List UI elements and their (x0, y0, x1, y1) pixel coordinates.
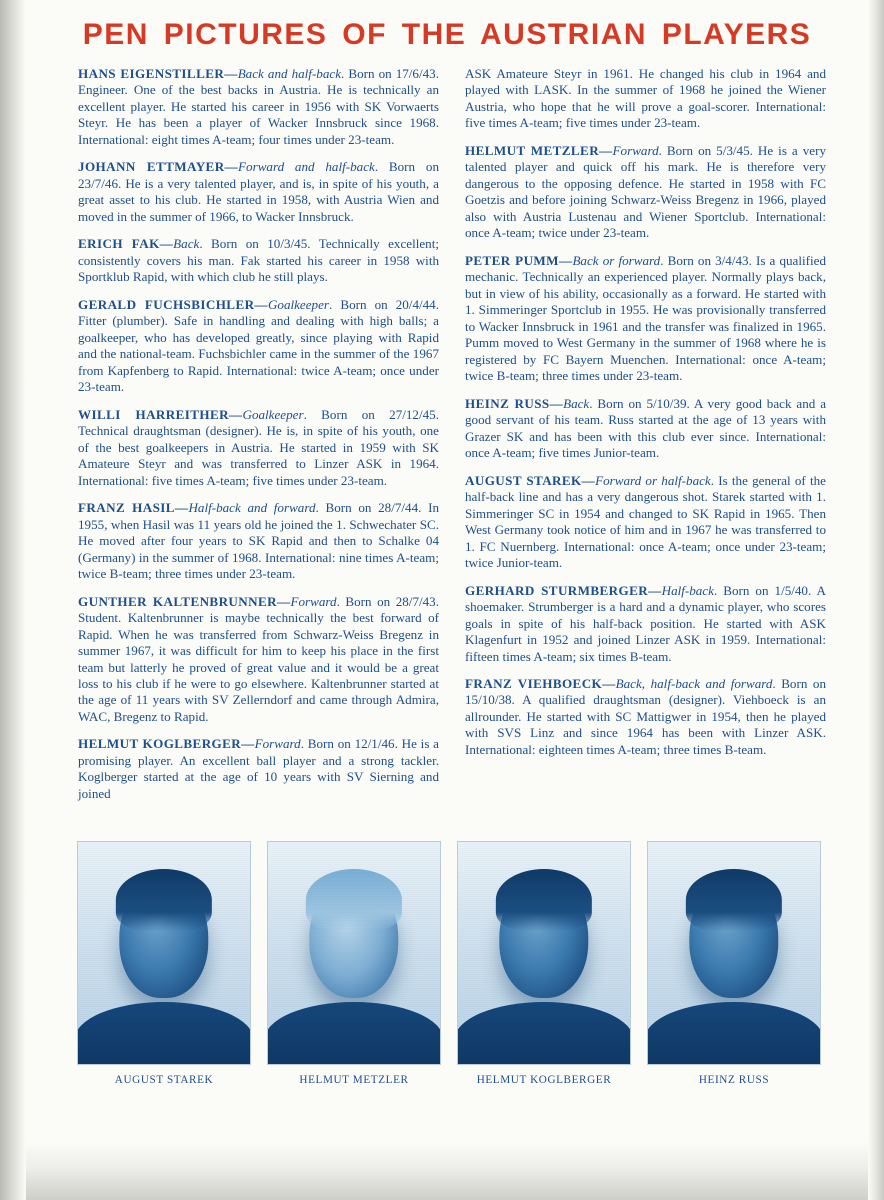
player-role: Goalkeeper (267, 296, 330, 312)
player-role: Back (173, 236, 200, 252)
player-name: WILLI HARREITHER— (78, 406, 243, 422)
player-photo-row (26, 827, 868, 1086)
player-portrait-photo (457, 841, 631, 1065)
player-role: Back (563, 395, 590, 411)
player-name: FRANZ VIEHBOECK— (465, 675, 616, 691)
player-role: Half-back (661, 582, 714, 598)
player-portrait-photo (647, 841, 821, 1065)
photo-grain (648, 842, 820, 1064)
player-entry-continuation (465, 66, 826, 132)
player-role: Forward (290, 593, 337, 609)
player-entry (465, 583, 826, 665)
player-name: HELMUT KOGLBERGER— (78, 736, 255, 752)
photo-grain (268, 842, 440, 1064)
player-role: Back or forward (572, 252, 661, 268)
player-role: Back and half-back (237, 66, 342, 81)
player-entry (78, 66, 439, 148)
player-bio: . Born on 28/7/44. In 1955, when Hasil was 11 years old he joined the 1. Schwechater SC. He moved after four years to SK Rapid and then to Schalke 04 (Germany) in the summer of 1968. International: nine times A-team; twice B-team; three times under 23-team. (78, 500, 439, 582)
player-bio: . Is the general of the half-back line and has a very dangerous shot. Starek started with 1. Simmeringer SC in 1954 and changed to SK Rapid in 1965. Then West Germany took notice of him and in 1967 he was transferred to 1. FC Nuernberg. International: once A-team; once under 23-team; twice Junior-team. (465, 472, 826, 571)
column-right (465, 66, 826, 813)
player-photo-cell (458, 841, 630, 1086)
player-entry (465, 253, 826, 385)
player-entry (78, 594, 439, 726)
player-name: GUNTHER KALTENBRUNNER— (78, 593, 291, 609)
player-name: PETER PUMM— (465, 252, 573, 268)
player-bio: . Born on 1/5/40. A shoemaker. Strumberger is a hard and a dynamic player, who scores goals in spite of his half-back position. He started with ASK Klagenfurt in 1952 and joined Linzer ASK in 1959. International: fifteen times A-team; six times B-team. (465, 582, 826, 664)
page-content (26, 0, 868, 1200)
player-entry (78, 159, 439, 225)
page-title: PEN PICTURES OF THE AUSTRIAN PLAYERS (82, 18, 812, 51)
player-bio: . Born on 28/7/43. Student. Kaltenbrunner is maybe technically the best forward of Rapid. When he was transferred from Schwarz-Weiss Bregenz in summer 1967, it was difficult for him to keep his place in the first team but latterly he proved of great value and it would be a great loss to his club if he were to go elsewhere. Kaltenbrunner started at the age of 11 years with SV Zellerndorf and came through Admira, WAC, Bregenz to Rapid. (78, 593, 439, 724)
player-entry (465, 396, 826, 462)
player-bio: . Born on 10/3/45. Technically excellent; consistently covers his man. Fak started his career in 1958 with Sportklub Rapid, with which club he still plays. (78, 236, 439, 285)
player-name: ERICH FAK— (78, 236, 174, 252)
player-photo-cell (268, 841, 440, 1086)
player-entry (78, 500, 439, 582)
photo-caption: AUGUST STAREK (114, 1074, 214, 1087)
photo-caption: HELMUT METZLER (299, 1074, 409, 1087)
player-bio: . Born on 5/3/45. He is a very talented player and quick off his mark. He is therefore very dangerous to the opposing defence. He started in 1958 with FC Goetzis and before joining Schwarz-Weiss Bregenz in 1966, played also with Austria Lustenau and Wiener Sportclub. International: once A-team; twice under 23-team. (465, 142, 826, 241)
player-bio: . Born on 23/7/46. He is a very talented player, and is, in spite of his youth, a great asset to his club. He started in 1958, with Austria Wien and moved in the summer of 1966, to Wacker Innsbruck. (78, 159, 439, 224)
player-name: HELMUT METZLER— (465, 142, 613, 158)
player-role: Back, half-back and forward (615, 675, 773, 691)
player-name: FRANZ HASIL— (78, 500, 189, 516)
player-bio: . Born on 17/6/43. Engineer. One of the best backs in Austria. He is technically an excellent player. He started his career in 1956 with SK Vorwaerts Steyr. He has been a player of Wacker Innsbruck since 1968. International: eight times A-team; four times under 23-team. (78, 66, 439, 147)
article-columns (26, 66, 868, 813)
player-bio: . Born on 15/10/38. A qualified draughtsman (designer). Viehboeck is an allrounder. He started with SC Mattigwer in 1954, then he played with SVS Linz and since 1964 has been with Linzer ASK. International: eighteen times A-team; three times B-team. (465, 675, 826, 757)
player-bio: . Born on 3/4/43. Is a qualified mechanic. Technically an experienced player. Normally plays back, but in view of his ability, occasionally as a forward. He started with 1. Simmeringer Sportclub in 1955. He was provisionally transferred to Wacker Innsbruck in 1961 and the transfer was finalized in 1965. Pumm moved to West Germany in the summer of 1968 where he is registered by FC Bayern Muenchen. International: once A-team; twice B-team; three times under 23-team. (465, 252, 826, 384)
player-portrait-photo (77, 841, 251, 1065)
player-entry (78, 236, 439, 285)
player-photo-cell (78, 841, 250, 1086)
player-portrait-photo (267, 841, 441, 1065)
player-bio: ASK Amateure Steyr in 1961. He changed his club in 1964 and played with LASK. In the summer of 1968 he joined the Wiener Austria, who hope that he will prove a goal-scorer. International: five times A-team; five times under 23-team. (465, 66, 826, 131)
photo-caption: HEINZ RUSS (698, 1074, 770, 1087)
player-photo-cell (648, 841, 820, 1086)
player-bio: . Born on 5/10/39. A very good back and a good servant of his team. Russ started at the age of 13 years with Grazer SK and has been with this club ever since. International: once A-team; five times Junior-team. (465, 395, 827, 461)
player-entry (78, 297, 439, 396)
player-role: Forward (254, 736, 301, 752)
player-bio: . Born on 12/1/46. He is a promising player. An excellent ball player and a strong tackler. Koglberger started at the age of 10 years with SV Sierning and joined (78, 736, 439, 801)
player-entry (465, 143, 826, 242)
player-role: Forward (612, 142, 659, 158)
player-entry (465, 473, 826, 572)
player-role: Forward and half-back (238, 159, 375, 175)
player-role: Half-back and forward (188, 500, 316, 516)
player-name: GERHARD STURMBERGER— (465, 582, 662, 598)
column-left (78, 66, 439, 813)
player-name: GERALD FUCHSBICHLER— (78, 296, 268, 312)
photo-grain (458, 842, 630, 1064)
player-name: AUGUST STAREK— (465, 472, 596, 488)
player-entry (78, 407, 439, 489)
player-role: Forward or half-back (595, 472, 711, 488)
player-entry (465, 676, 826, 758)
player-role: Goalkeeper (242, 406, 304, 422)
player-entry (78, 736, 439, 802)
player-name: JOHANN ETTMAYER— (78, 159, 239, 175)
player-name: HEINZ RUSS— (465, 395, 564, 411)
photo-caption: HELMUT KOGLBERGER (476, 1074, 612, 1087)
player-bio: . Born on 20/4/44. Fitter (plumber). Safe in handling and dealing with high balls; a goalkeeper, who has developed greatly, since playing with Rapid and the national-team. Fuchsbichler came in the summer of the 1967 from Kapfenberg to Rapid. International: twice A-team; once under 23-team. (78, 296, 439, 395)
player-bio: . Born on 27/12/45. Technical draughtsman (designer). He is, in spite of his youth, one of the best goalkeepers in Austria. He started in 1959 with SK Amateure Steyr and was transferred to Linzer ASK in 1964. International: five times A-team; five times under 23-team. (78, 406, 439, 488)
player-name: HANS EIGENSTILLER— (78, 66, 238, 81)
photo-grain (78, 842, 250, 1064)
